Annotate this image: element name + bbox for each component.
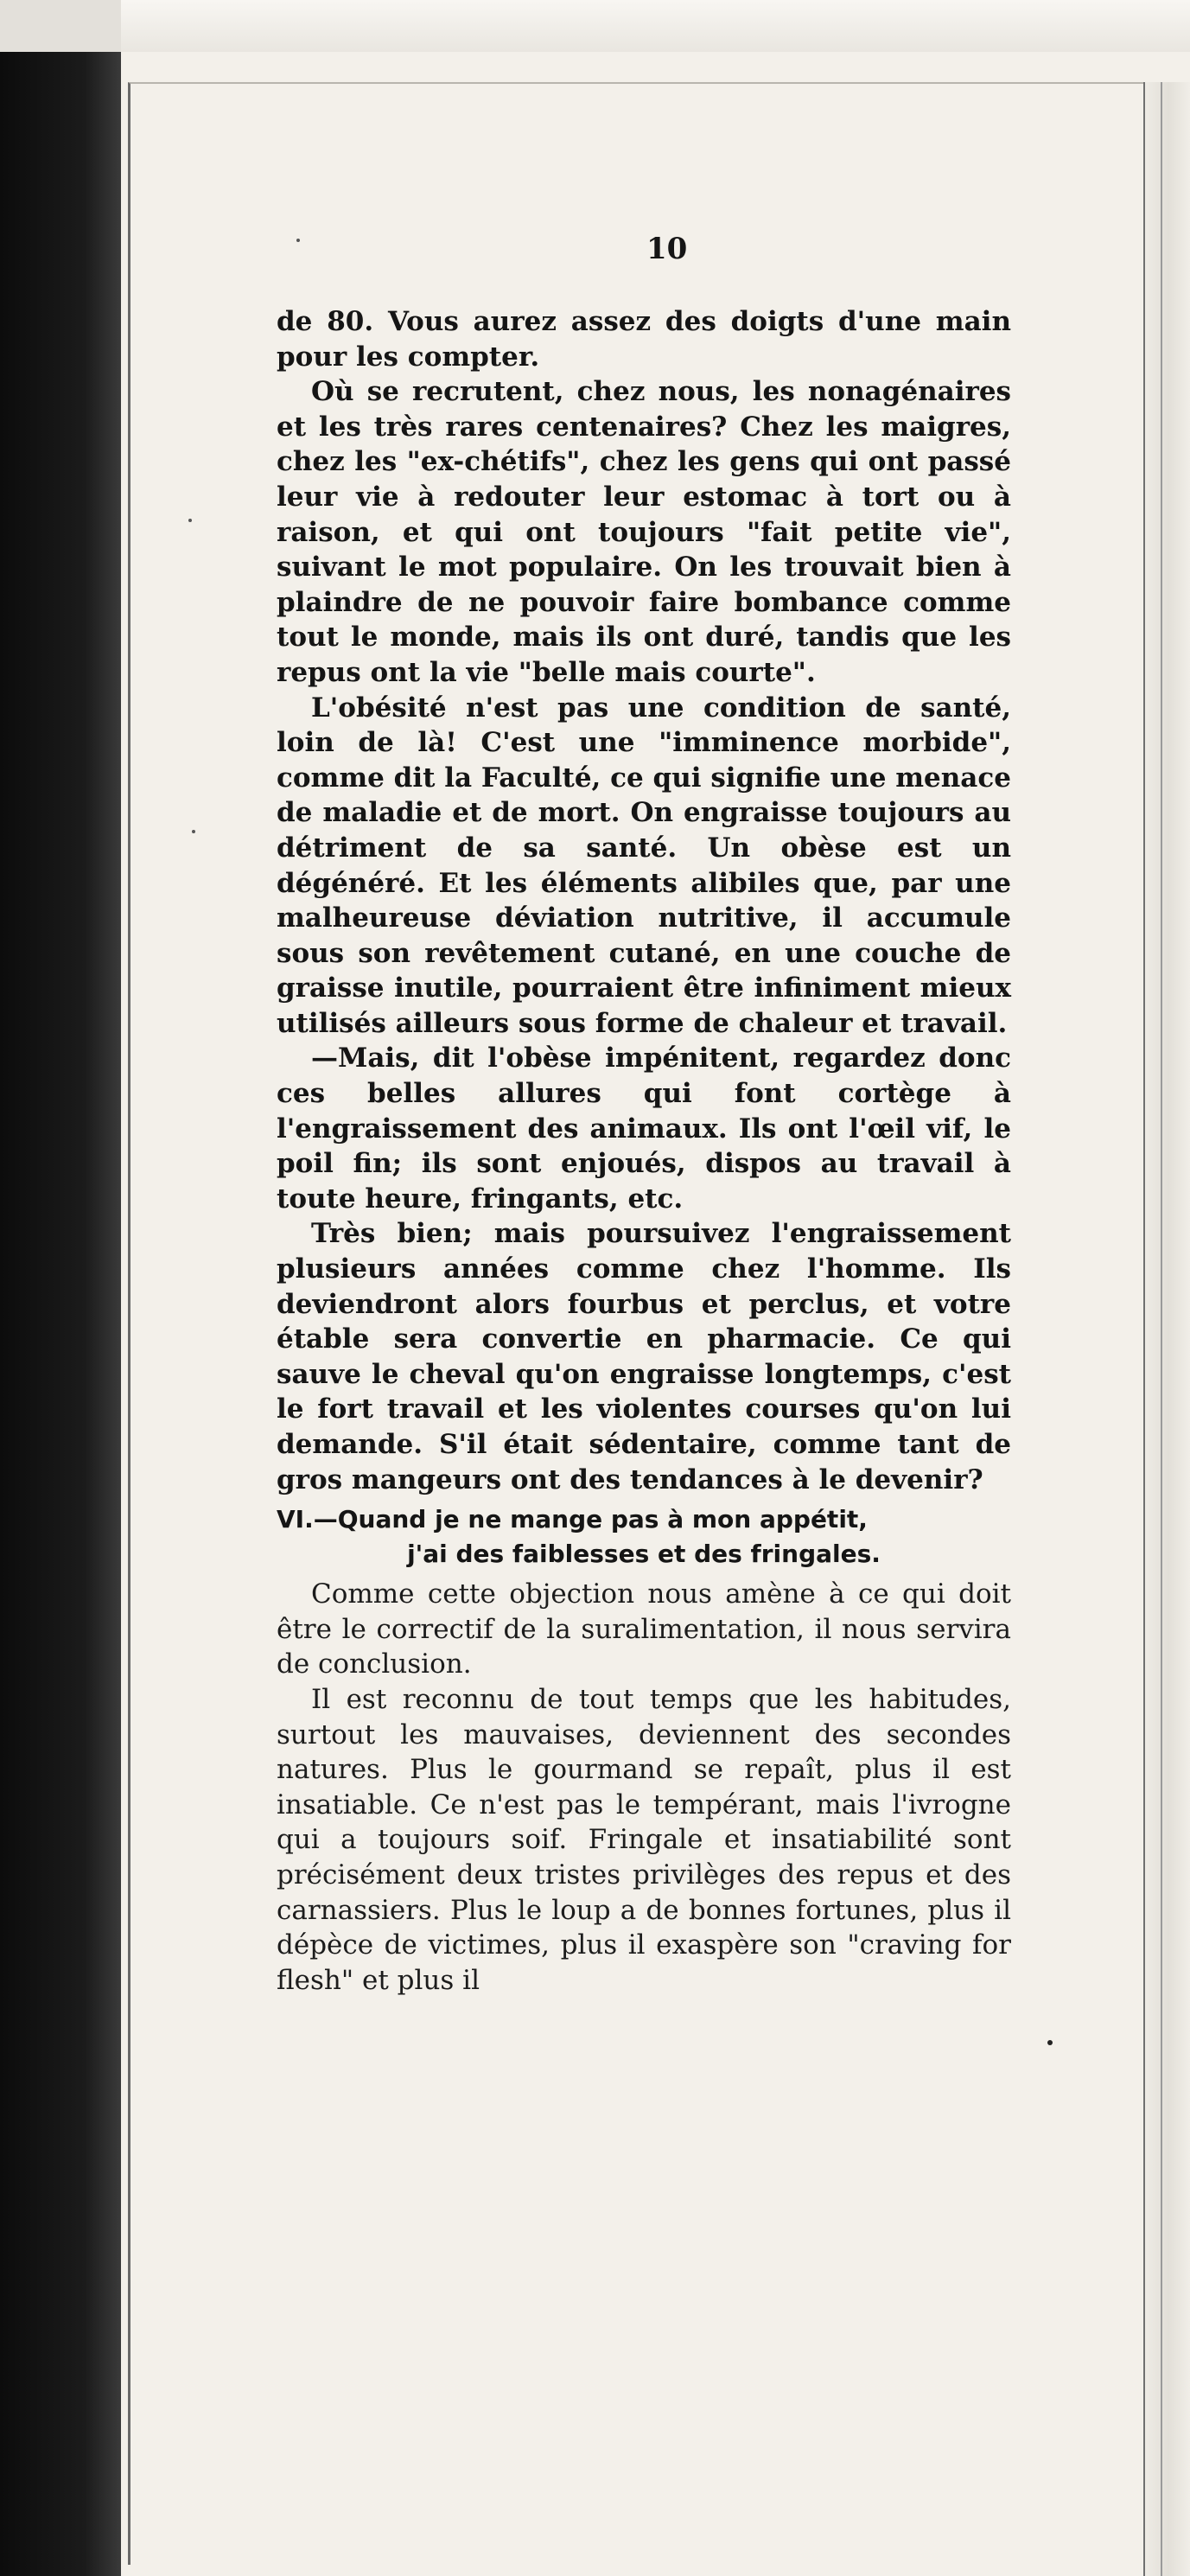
section-heading [277,1502,1011,1572]
section-heading-line: j'ai des faiblesses et des fringales. [407,1540,881,1569]
paragraph: —Mais, dit l'obèse impénitent, regardez donc ces belles allures qui font cortège à l'engraissement des animaux. Ils ont l'œil vif, le poil fin; ils sont enjoués, dispos au travail à toute heure, fringants, etc. [277,1043,1011,1215]
scan-right-edge [1143,82,1190,2576]
paragraph: Il est reconnu de tout temps que les habitudes, surtout les mauvaises, deviennent des secondes natures. Plus le gourmand se repaît, plus il est insatiable. Ce n'est pas le tempérant, mais l'ivrogne qui a toujours soif. Fringale et insatiabilité sont précisément deux tristes privilèges des repus et des carnassiers. Plus le loup a de bonnes fortunes, plus il dépèce de victimes, plus il exaspère son "craving for flesh" et plus il [277,1683,1011,1996]
section-heading-line: VI.—Quand je ne mange pas à mon appétit, [277,1505,868,1534]
stray-mark [192,830,195,833]
stray-mark [296,239,300,242]
scan-corner [0,0,121,52]
stray-mark [1047,2040,1053,2045]
page-body [277,304,1011,1998]
page-number: 10 [646,232,688,266]
stray-mark [188,519,192,522]
paragraph: L'obésité n'est pas une condition de santé, loin de là! C'est une "imminence morbide", comme dit la Faculté, ce qui signifie une menace de maladie et de mort. On engraisse toujours au détriment de sa santé. Un obèse est un dégénéré. Et les éléments alibiles que, par une malheureuse déviation nutritive, il accumule sous son revêtement cutané, en une couche de graisse inutile, pourraient être infiniment mieux utilisés ailleurs sous forme de chaleur et travail. [277,692,1011,1039]
scan-top-margin [0,0,1190,52]
paragraph: Très bien; mais poursuivez l'engraissement plusieurs années comme chez l'homme. Ils deviendront alors fourbus et perclus, et votre étable sera convertie en pharmacie. Ce qui sauve le cheval qu'on engraisse longtemps, c'est le fort travail et les violentes courses qu'on lui demande. S'il était sédentaire, comme tant de gros mangeurs ont des tendances à le devenir? [277,1218,1011,1495]
scan-left-dark-edge [0,0,121,2576]
paragraph: Comme cette objection nous amène à ce qui doit être le correctif de la suralimentation, il nous servira de conclusion. [277,1578,1011,1680]
paragraph: de 80. Vous aurez assez des doigts d'une main pour les compter. [277,306,1011,373]
paragraph: Où se recrutent, chez nous, les nonagénaires et les très rares centenaires? Chez les maigres, chez les "ex-chétifs", chez les gens qui ont passé leur vie à redouter leur estomac à tort ou à raison, et qui ont toujours "fait petite vie", suivant le mot populaire. On les trouvait bien à plaindre de ne pouvoir faire bombance comme tout le monde, mais ils ont duré, tandis que les repus ont la vie "belle mais courte". [277,376,1011,688]
